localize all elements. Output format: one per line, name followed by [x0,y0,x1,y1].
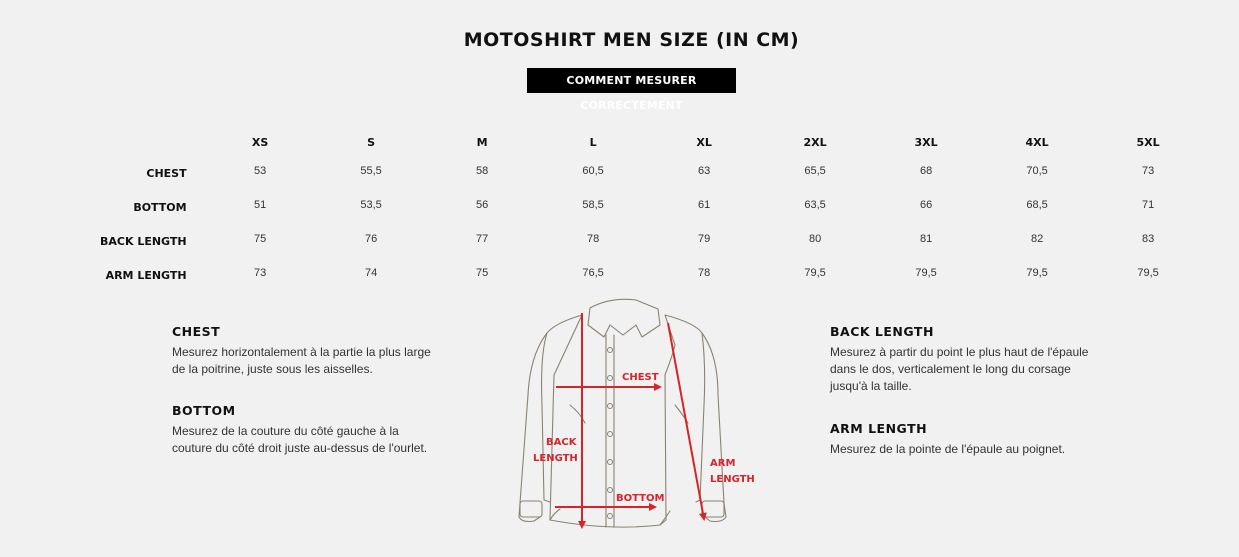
table-cell: 81 [919,233,933,245]
size-header: L [589,135,597,149]
table-cell: 73 [253,267,267,279]
table-cell: 53 [253,165,267,177]
table-cell: 75 [475,267,489,279]
table-cell: 73 [1141,165,1155,177]
table-row-bottom [100,190,1204,224]
table-cell: 70,5 [1026,165,1048,177]
table-cell: 58 [475,165,489,177]
table-cell: 66 [919,199,933,211]
bottom-description-text: Mesurez de la couture du côté gauche à la couture du côté droit juste au-dessus de l'ourlet. [172,424,428,455]
table-cell: 78 [697,267,711,279]
table-cell: 80 [808,233,822,245]
size-header: 3XL [914,135,938,149]
table-cell: 76 [364,233,378,245]
arm-length-label-2: LENGTH [710,474,755,485]
size-header: M [476,135,488,149]
size-header: 5XL [1136,135,1160,149]
table-cell: 76,5 [582,267,604,279]
arm-length-arrow [668,323,704,519]
row-label: ARM LENGTH [105,268,187,282]
table-cell: 78 [586,233,600,245]
table-cell: 55,5 [360,165,382,177]
table-cell: 79 [697,233,711,245]
table-cell: 71 [1141,199,1155,211]
row-label: CHEST [146,166,187,180]
page-title: MOTOSHIRT MEN SIZE (IN CM) [463,29,800,51]
size-header: XS [251,135,269,149]
table-cell: 79,5 [804,267,826,279]
bottom-label: BOTTOM [616,493,665,504]
back-length-description-text: Mesurez à partir du point le plus haut de l'épaule dans le dos, verticalement le long du corsage jusqu'à la taille. [830,345,1089,393]
table-corner [100,128,205,156]
table-row-arm-length [100,258,1204,292]
back-length-description-title: BACK LENGTH [830,324,934,339]
table-cell: 83 [1141,233,1155,245]
row-label: BACK LENGTH [100,234,187,248]
arm-length-description-title: ARM LENGTH [830,421,928,436]
table-cell: 74 [364,267,378,279]
size-header-row [100,128,1204,156]
table-row-chest [100,156,1204,190]
chest-description-title: CHEST [172,324,221,339]
how-to-measure-button[interactable]: COMMENT MESURER CORRECTEMENT [527,68,736,93]
bottom-description [172,403,462,457]
table-cell: 61 [697,199,711,211]
table-cell: 51 [253,199,267,211]
table-cell: 79,5 [1137,267,1159,279]
table-cell: 58,5 [582,199,604,211]
table-cell: 56 [475,199,489,211]
size-header: XL [696,135,712,149]
chest-description [172,324,462,378]
shirt-measurement-diagram [510,295,770,535]
table-cell: 60,5 [582,165,604,177]
table-cell: 63,5 [804,199,826,211]
table-cell: 79,5 [1026,267,1048,279]
table-cell: 65,5 [804,165,826,177]
table-cell: 79,5 [915,267,937,279]
size-header: S [367,135,376,149]
measurement-labels [533,372,755,504]
bottom-description-title: BOTTOM [172,403,236,418]
table-cell: 68 [919,165,933,177]
arm-length-description [830,421,1120,458]
table-cell: 82 [1030,233,1044,245]
chest-description-text: Mesurez horizontalement à la partie la plus large de la poitrine, juste sous les aisselles. [172,345,431,376]
shirt-buttons [608,348,613,519]
arm-length-label: ARM [710,458,736,469]
size-header: 2XL [803,135,827,149]
back-length-description [830,324,1120,395]
table-cell: 77 [475,233,489,245]
chest-label: CHEST [622,372,659,383]
table-cell: 53,5 [360,199,382,211]
arm-length-description-text: Mesurez de la pointe de l'épaule au poignet. [830,442,1066,456]
size-table [100,128,1204,292]
table-cell: 75 [253,233,267,245]
back-length-label-2: LENGTH [533,453,578,464]
size-header: 4XL [1025,135,1049,149]
back-length-label: BACK [546,437,577,448]
row-label: BOTTOM [133,200,187,214]
table-cell: 63 [697,165,711,177]
table-row-back-length [100,224,1204,258]
table-cell: 68,5 [1026,199,1048,211]
